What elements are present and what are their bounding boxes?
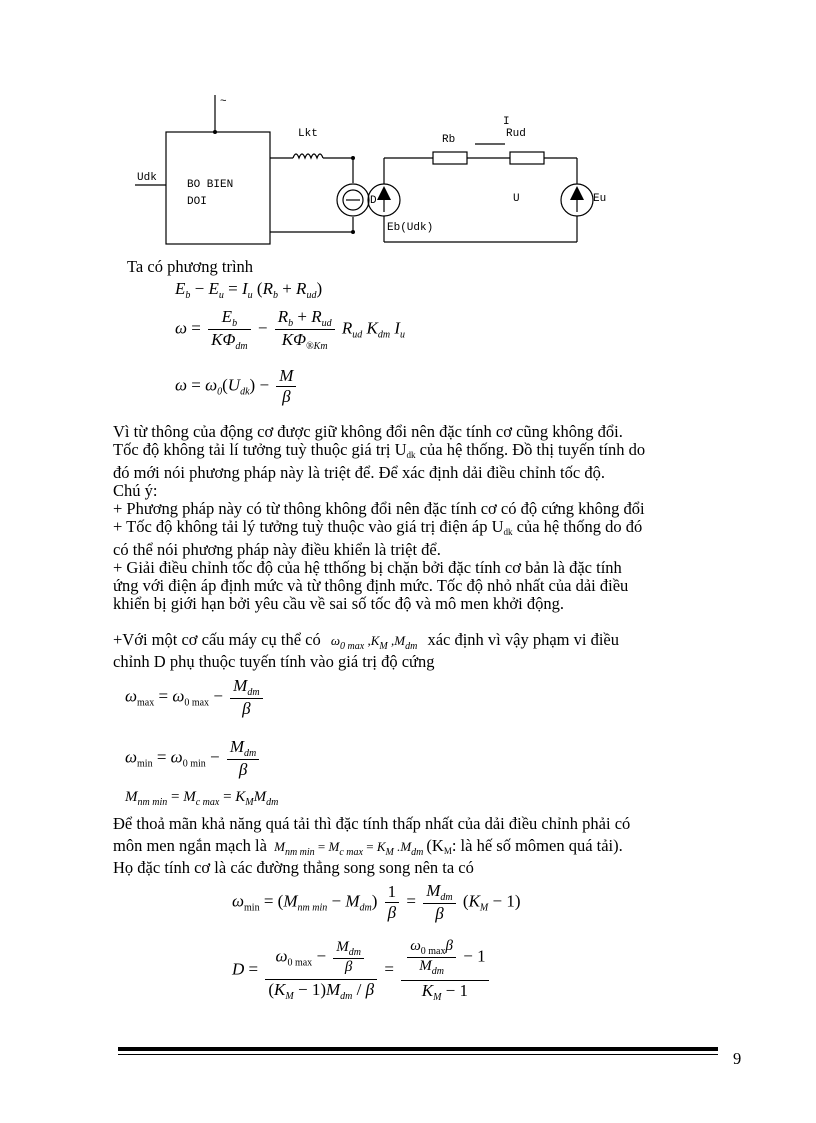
para1-line3: đó mới nói phương pháp này là triệt để. Để xác định dải điều chỉnh tốc độ. — [113, 463, 605, 482]
equation-2: ω = $\frac{E_b}{K\Phi_{dm}}$ − $\frac{R_b + R_{ud}}{K\Phi_{®Km}}$ $R_{ud}$ $K_{dm}$ $I_u$ — [175, 307, 405, 352]
rud-label: Rud — [506, 128, 526, 140]
d-label: D — [370, 195, 377, 207]
bullet2-line1: + Tốc độ không tải lý tưởng tuỳ thuộc vào giá trị điện áp Udk của hệ thống do đó — [113, 517, 643, 537]
i-label: I — [503, 116, 510, 128]
intro-text: Ta có phương trình — [127, 257, 254, 276]
para1-line1: Vì từ thông của động cơ được giữ không đổi nên đặc tính cơ cũng không đổi. — [113, 422, 623, 441]
udk-label: Udk — [137, 172, 157, 184]
equation-1: $E_b - E_u = I_u$ $(R_b + R_{ud})$ — [175, 279, 323, 301]
para1-line2: Tốc độ không tải lí tưởng tuỳ thuộc giá trị Udk của hệ thống. Đồ thị tuyến tính do — [113, 440, 646, 460]
bullet3-line2: ứng với điện áp định mức và từ thông định mức. Tốc độ nhỏ nhất của dải điều — [113, 576, 629, 595]
equation-d: D = $\omega_{0 max}$ − $\frac{M_{dm}}{\beta}$ $(K_M - 1)M_{dm} / \beta$ = $\frac{\omega_{0 max}\beta}{M_{dm}}$ − 1 $K_M - 1$ — [232, 938, 492, 1003]
page-number: 9 — [733, 1049, 742, 1068]
bullet3-line3: khiển bị giới hạn bởi yêu cầu về sai số tốc độ và mô men khởi động. — [113, 594, 564, 613]
u-label: U — [513, 193, 520, 205]
circuit-diagram — [130, 90, 620, 250]
equation-omega-min-2: $\omega_{min} = (M_{nm min} - M_{dm})$ $\frac{1}{\beta}$ = $\frac{M_{dm}}{\beta}$ $(K_M - 1)$ — [232, 881, 521, 923]
para2-line2: môn men ngắn mạch là $M_{nm min} = M_{c max} = K_M$ $.M_{dm}$ (KM: là hế số mômen quá tải). — [113, 836, 623, 858]
eb-label: Eb(Udk) — [387, 222, 434, 234]
bullet2-line2: có thể nói phương pháp này điều khiển là triệt để. — [113, 540, 441, 559]
footer-rule-thick — [118, 1047, 718, 1051]
para2-line3: Họ đặc tính cơ là các đường thẳng song song nên ta có — [113, 858, 474, 877]
eu-label: Eu — [593, 193, 607, 205]
bullet3-line1: + Giải điều chỉnh tốc độ của hệ tthống bị chặn bởi đặc tính cơ bản là đặc tính — [113, 558, 622, 577]
resistor-rb — [433, 152, 467, 164]
inductor-lkt — [293, 154, 323, 158]
equation-3: $\omega = \omega_0(U_{dk})$ − $\frac{M}{\beta}$ — [175, 366, 299, 407]
bullet4-line1: +Với một cơ cấu máy cụ thể có $\omega_{0 max}$ $,K_M$ $,M_{dm}$ xác định vì vậy phạm vi điều — [113, 630, 619, 652]
equation-omega-min: $\omega_{min} = \omega_{0 min}$ − $\frac{M_{dm}}{\beta}$ — [125, 737, 262, 780]
footer-rule-thin — [118, 1054, 718, 1055]
note-heading: Chú ý: — [113, 481, 158, 500]
equation-mnm: $M_{nm min} = M_{c max} = K_MM_{dm}$ — [125, 789, 279, 808]
lkt-label: Lkt — [298, 128, 318, 140]
converter-label-2: DOI — [187, 196, 207, 208]
resistor-rud — [510, 152, 544, 164]
para2-line1: Để thoả mãn khả năng quá tải thì đặc tính thấp nhất của dải điều chỉnh phải có — [113, 814, 631, 833]
equation-omega-max: $\omega_{max} = \omega_{0 max}$ − $\frac{M_{dm}}{\beta}$ — [125, 676, 266, 719]
ac-label: ~ — [220, 96, 227, 108]
rb-label: Rb — [442, 134, 456, 146]
bullet4-line2: chỉnh D phụ thuộc tuyến tính vào giá trị độ cứng — [113, 652, 435, 671]
converter-label-1: BO BIEN — [187, 179, 234, 191]
bullet1: + Phương pháp này có từ thông không đổi nên đặc tính cơ có độ cứng không đổi — [113, 499, 645, 518]
